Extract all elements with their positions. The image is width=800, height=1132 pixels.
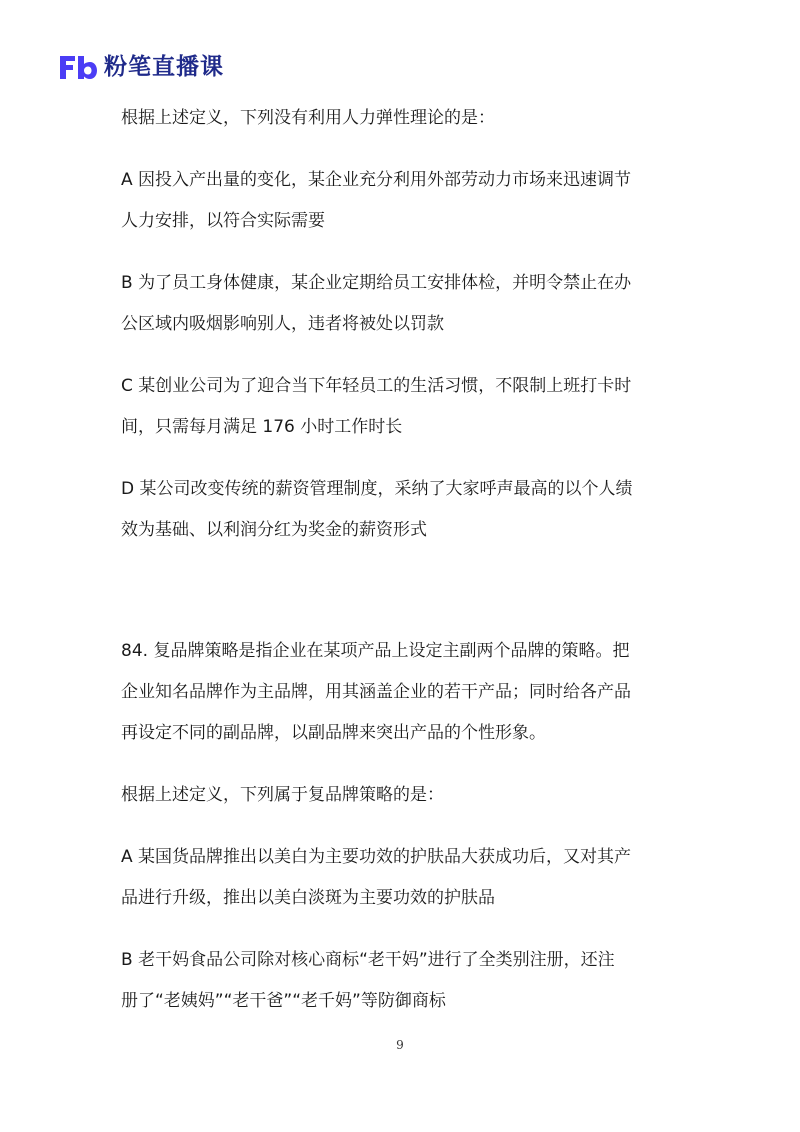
option-b-line-1: B 为了员工身体健康，某企业定期给员工安排体检，并明令禁止在办: [121, 273, 632, 293]
q84-option-a-line-1: A 某国货品牌推出以美白为主要功效的护肤品大获成功后，又对其产: [121, 847, 632, 867]
option-b-line-2: 公区域内吸烟影响别人，违者将被处以罚款: [121, 314, 444, 334]
brand-name: 粉笔直播课: [104, 54, 224, 80]
q84-option-b-line-1: B 老干妈食品公司除对核心商标“老干妈”进行了全类别注册，还注: [121, 950, 615, 970]
option-d-line-2: 效为基础、以利润分红为奖金的薪资形式: [121, 520, 427, 540]
question-84-prompt: 根据上述定义，下列属于复品牌策略的是：: [121, 785, 444, 805]
page-header: [58, 52, 224, 82]
question-84-line-1: 84. 复品牌策略是指企业在某项产品上设定主副两个品牌的策略。把: [121, 641, 630, 661]
option-d-line-1: D 某公司改变传统的薪资管理制度，采纳了大家呼声最高的以个人绩: [121, 479, 633, 499]
option-a-line-2: 人力安排，以符合实际需要: [121, 211, 325, 231]
option-c-line-2: 间，只需每月满足 176 小时工作时长: [121, 417, 403, 437]
q84-option-a-line-2: 品进行升级，推出以美白淡斑为主要功效的护肤品: [121, 888, 495, 908]
q84-option-b-line-2: 册了“老姨妈”“老干爸”“老千妈”等防御商标: [121, 991, 446, 1011]
question-83-prompt: 根据上述定义，下列没有利用人力弹性理论的是：: [121, 108, 495, 128]
page-number: 9: [396, 1038, 404, 1052]
fb-logo-icon: [58, 53, 98, 81]
option-a-line-1: A 因投入产出量的变化，某企业充分利用外部劳动力市场来迅速调节: [121, 170, 632, 190]
question-84-line-2: 企业知名品牌作为主品牌，用其涵盖企业的若干产品；同时给各产品: [121, 682, 631, 702]
question-84-line-3: 再设定不同的副品牌，以副品牌来突出产品的个性形象。: [121, 723, 546, 743]
option-c-line-1: C 某创业公司为了迎合当下年轻员工的生活习惯，不限制上班打卡时: [121, 376, 632, 396]
